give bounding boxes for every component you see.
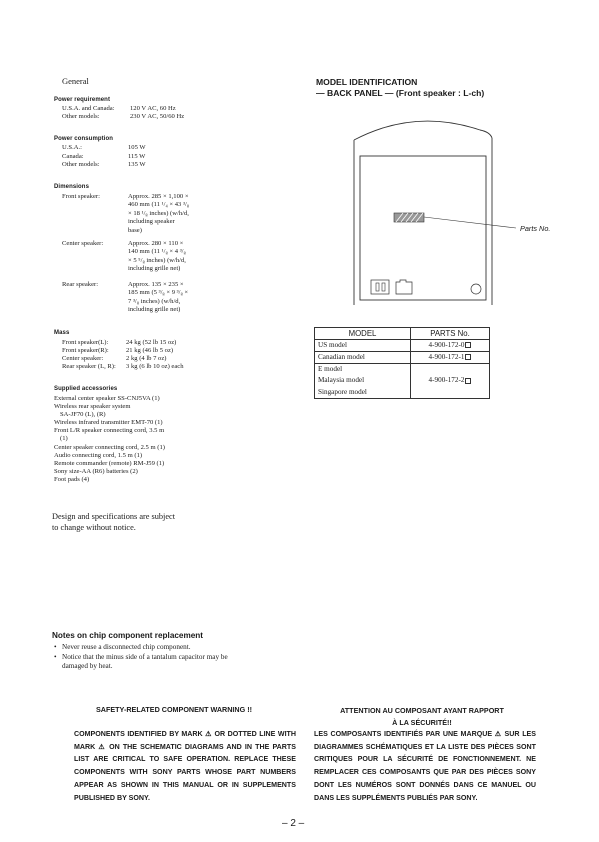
table-row <box>315 340 490 352</box>
supplied-accessories-title: Supplied accessories <box>54 386 118 392</box>
model-cell: E model <box>315 364 411 376</box>
safety-warning-body-fr: LES COMPOSANTS IDENTIFIÉS PAR UNE MARQUE ⚠ SUR LES DIAGRAMMES SCHÉMATIQUES ET LA LISTE DES PIÈCES SONT CRITIQUES POUR LA SÉCURITÉ DE FONCTIONNEMENT. NE REMPLACER CES COMPOSANTS QUE PAR DES PIÈCES SONY DONT LES NUMÉROS SONT DONNÉS DANS CE MANUEL OU DANS LES SUPPLÉMENTS PUBLIÉS PAR SONY. <box>314 730 536 802</box>
table-row <box>315 352 490 364</box>
list-item: Front L/R speaker connecting cord, 3.5 m <box>54 427 165 435</box>
power-requirement-title: Power requirement <box>54 97 111 103</box>
check-box-icon <box>465 378 471 384</box>
terminal-block <box>371 280 389 294</box>
list-item: SA-JF70 (L), (R) <box>60 411 106 419</box>
table-header-row <box>315 328 490 340</box>
parts-leader-line <box>424 217 516 228</box>
screw-hole <box>471 284 481 294</box>
list-item: Wireless rear speaker system <box>54 403 131 411</box>
model-parts-table <box>314 327 490 399</box>
model-cell: Canadian model <box>315 352 411 364</box>
model-cell: Malaysia model <box>315 375 411 387</box>
power-consumption-title: Power consumption <box>54 136 114 142</box>
mass-title: Mass <box>54 330 70 336</box>
notes-list <box>54 643 314 673</box>
list-item: Notice that the minus side of a tantalum capacitor may be <box>62 652 228 661</box>
list-item: Remote commander (remote) RM-J59 (1) <box>54 459 165 467</box>
list-item: Audio connecting cord, 1.5 m (1) <box>54 451 143 459</box>
list-item: Wireless infrared transmitter EMT-70 (1) <box>54 419 163 427</box>
parts-cell: 4-900-172-1 <box>411 352 490 364</box>
model-cell: Singapore model <box>315 387 411 399</box>
connector-socket <box>396 280 412 294</box>
list-item: External center speaker SS-CNJ5VA (1) <box>54 395 160 402</box>
list-item: Sony size-AA (R6) batteries (2) <box>54 467 138 475</box>
page-number: – 2 – <box>282 818 305 829</box>
model-cell: US model <box>315 340 411 352</box>
general-title: General <box>62 76 89 86</box>
bullet-icon: • <box>54 643 57 651</box>
column-header-parts: PARTS No. <box>411 328 490 340</box>
safety-warning-title-en: SAFETY-RELATED COMPONENT WARNING !! <box>96 705 252 714</box>
parts-cell: 4-900-172-0 <box>411 340 490 352</box>
design-note: Design and specifications are subject to change without notice. <box>52 512 176 532</box>
list-item: Never reuse a disconnected chip component. <box>62 643 191 651</box>
list-item: Center speaker connecting cord, 2.5 m (1) <box>54 443 165 451</box>
parts-no-label: Parts No. <box>520 224 551 233</box>
supplied-accessories-list <box>54 395 165 484</box>
check-box-icon <box>465 342 471 348</box>
model-identification-title: MODEL IDENTIFICATION — BACK PANEL — (Front speaker : L-ch) <box>316 77 485 98</box>
list-item: Foot pads (4) <box>54 475 90 483</box>
list-item: (1) <box>60 435 68 443</box>
table-row <box>315 364 490 376</box>
dimensions-title: Dimensions <box>54 184 90 190</box>
back-panel-diagram <box>340 110 540 320</box>
safety-warning-body-en: COMPONENTS IDENTIFIED BY MARK ⚠ OR DOTTED LINE WITH MARK ⚠ ON THE SCHEMATIC DIAGRAMS AND IN THE PARTS LIST ARE CRITICAL TO SAFE OPERATION. REPLACE THESE COMPONENTS WITH SONY PARTS WHOSE PART NUMBERS APPEAR AS SHOWN IN THIS MANUAL OR IN SUPPLEMENTS PUBLISHED BY SONY. <box>74 730 296 802</box>
safety-warning-title-fr: ATTENTION AU COMPOSANT AYANT RAPPORT À LA SÉCURITÉ!! <box>340 706 504 727</box>
bullet-icon: • <box>54 652 57 661</box>
column-header-model: MODEL <box>315 328 411 340</box>
cabinet-top-curve <box>354 121 480 140</box>
parts-cell: 4-900-172-2 <box>411 364 490 399</box>
check-box-icon <box>465 354 471 360</box>
notes-title: Notes on chip component replacement <box>52 631 204 640</box>
list-item: damaged by heat. <box>62 662 113 670</box>
back-panel <box>360 156 486 300</box>
